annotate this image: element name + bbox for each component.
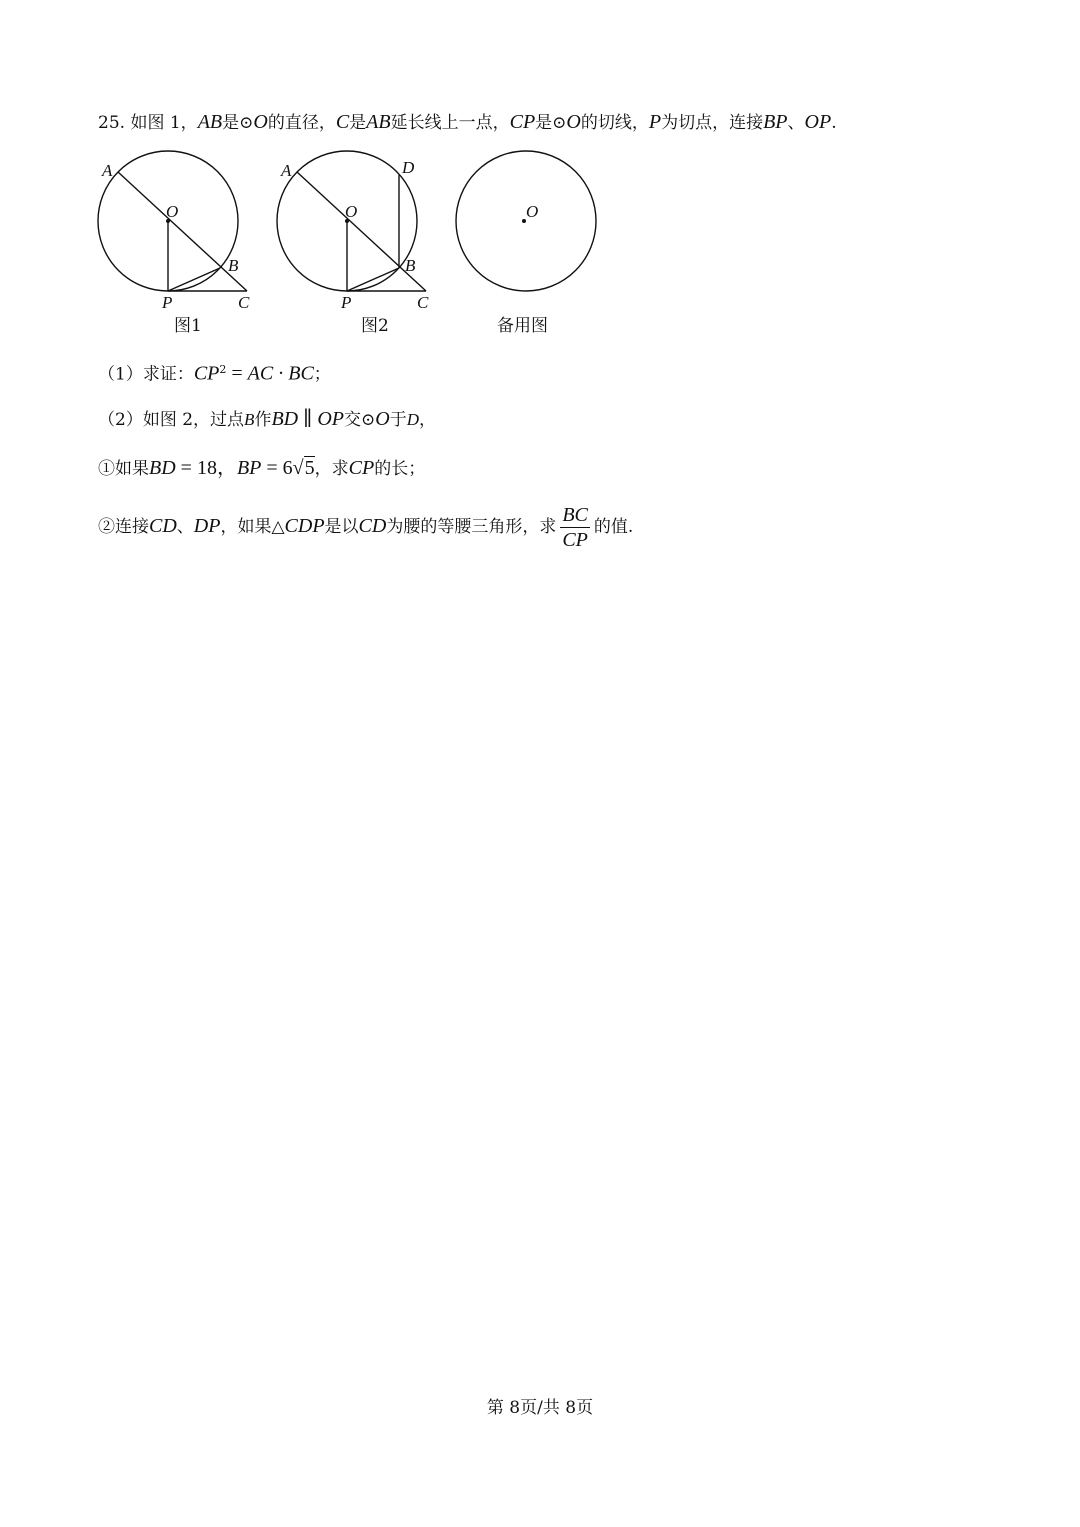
line-pb <box>168 268 220 291</box>
sqrt-radicand: 5 <box>304 457 315 479</box>
label-b: B <box>405 256 416 275</box>
line-pb <box>347 268 399 291</box>
label-c: C <box>417 293 429 312</box>
part-2: （2）如图 2，过点B作BD ∥ OP交⊙O于D， <box>98 408 437 430</box>
label-o: O <box>526 202 539 221</box>
figure-2 <box>277 151 429 312</box>
label-a: A <box>102 161 113 180</box>
label-c: C <box>238 293 250 312</box>
figure-1-caption: 图1 <box>174 316 202 336</box>
page-footer: 第 8页/共 8页 <box>486 1398 594 1418</box>
problem-number: 25. <box>98 113 126 133</box>
figure-spare <box>456 151 596 291</box>
sub-question-1: ①如果BD = 18，BP = 6√5，求CP的长； <box>98 457 426 479</box>
part-1: （1）求证：$CP^2$ = AC · BC； <box>98 362 331 385</box>
label-d: D <box>402 158 415 177</box>
figures-svg <box>0 0 1080 345</box>
fraction-bc-over-cp: $\frac{BC}{CP}$ <box>562 504 588 551</box>
problem-statement: 25. 如图 1，AB是⊙O的直径，C是AB延长线上一点，CP是⊙O的切线，P为切点，连接BP、OP. <box>98 111 837 133</box>
label-a: A <box>281 161 292 180</box>
figure-1 <box>98 151 250 312</box>
sub-question-2: ②连接CD、DP，如果△CDP是以CD为腰的等腰三角形，求 $\frac{BC}{CP}$ 的值. <box>98 504 634 551</box>
label-o: O <box>166 202 179 221</box>
label-p: P <box>341 293 352 312</box>
label-b: B <box>228 256 239 275</box>
figure-spare-caption: 备用图 <box>497 316 548 336</box>
label-o: O <box>345 202 358 221</box>
figure-2-caption: 图2 <box>361 316 389 336</box>
label-p: P <box>162 293 173 312</box>
